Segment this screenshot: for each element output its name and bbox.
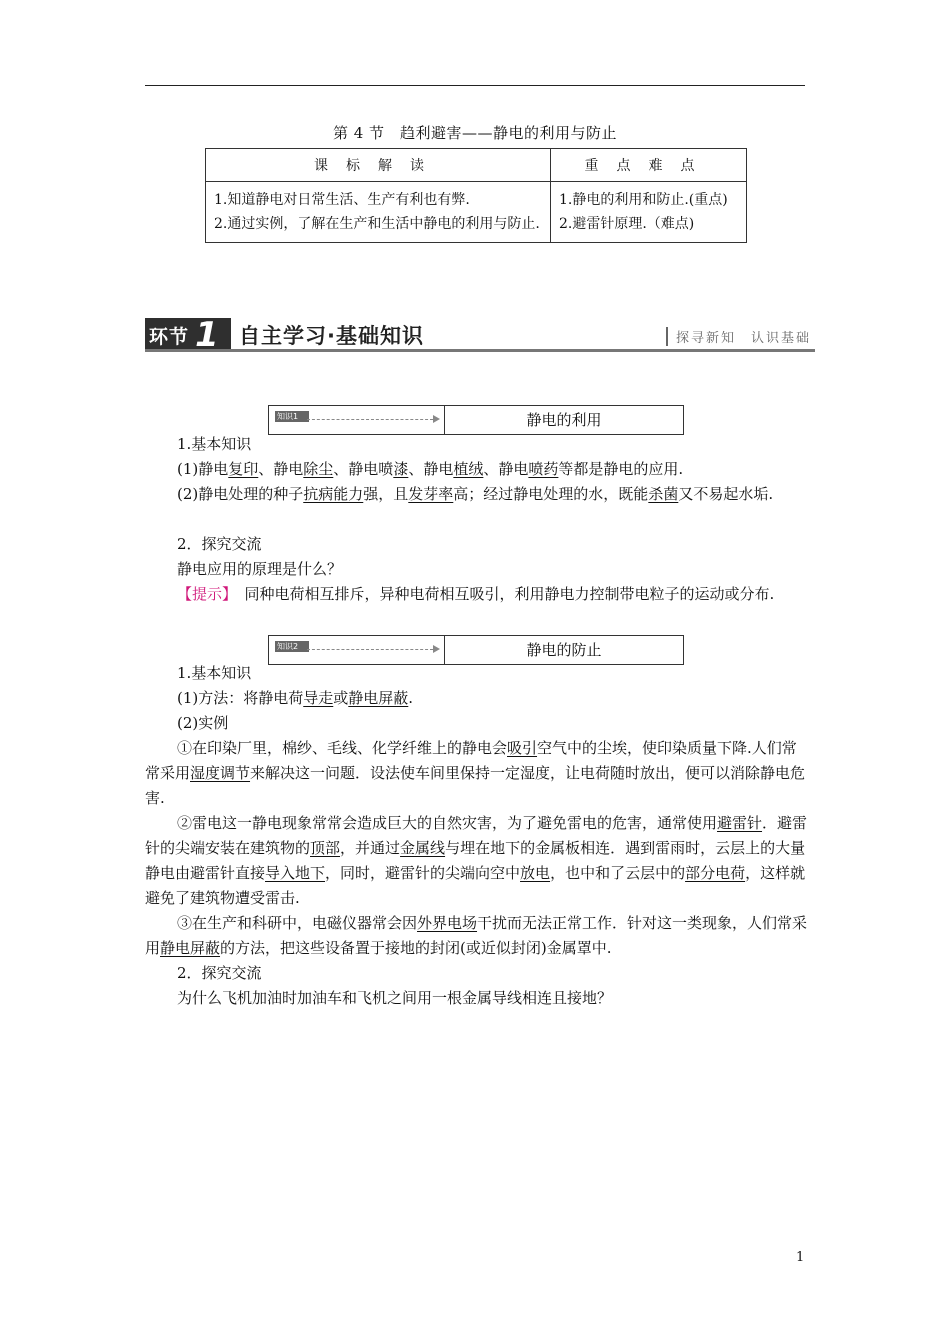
paragraph: (2)静电处理的种子抗病能力强，且发芽率高；经过静电处理的水，既能杀菌又不易起水垢. [177,485,774,503]
arrow-icon [433,645,440,653]
section-title: 自主学习·基础知识 [239,324,424,348]
section-header [145,315,815,355]
arrow-icon [433,415,440,423]
paragraph: ①在印染厂里，棉纱、毛线、化学纤维上的静电会吸引空气中的尘埃，使印染质量下降.人们常常采用湿度调节来解决这一问题．设法使车间里保持一定湿度，让电荷随时放出，便可以消除静电危害. [145,739,806,807]
table-header-keypoints: 重点难点 [551,149,747,182]
examples-heading: (2)实例 [177,714,229,732]
basic-knowledge-heading: 1.基本知识 [177,664,252,682]
knowledge-box-1 [268,405,684,435]
paragraph: ②雷电这一静电现象常常会造成巨大的自然灾害，为了避免雷电的危害，通常使用避雷针．避雷针的尖端安装在建筑物的顶部，并通过金属线与埋在地下的金属板相连．遇到雷雨时，云层上的大量静电由避雷针直接导入地下，同时，避雷针的尖端向空中放电，也中和了云层中的部分电荷，这样就避免了建筑物遭受雷击. [145,814,808,907]
header-rule [145,85,805,86]
page-title: 第 4 节 趋利避害——静电的利用与防止 [332,124,618,142]
question: 为什么飞机加油时加油车和飞机之间用一根金属导线相连且接地？ [177,989,613,1007]
section-badge [145,315,231,355]
dashed-arrow-line [307,419,433,420]
table-cell-keypoints [551,182,747,243]
knowledge-tag: 知识1 [275,411,309,422]
section-subtitle: 探寻新知 认识基础 [666,327,811,346]
paragraph: (1)静电复印、静电除尘、静电喷漆、静电植绒、静电喷药等都是静电的应用. [177,460,684,478]
objective-line: 2.通过实例，了解在生产和生活中静电的利用与防止. [214,216,540,232]
hint-label: 【提示】 [177,585,230,603]
hint-paragraph: 【提示】 同种电荷相互排斥，异种电荷相互吸引，利用静电力控制带电粒子的运动或分布. [177,585,775,603]
knowledge-tag: 知识2 [275,641,309,652]
paragraph: ③在生产和科研中，电磁仪器常会因外界电场干扰而无法正常工作．针对这一类现象，人们常采用静电屏蔽的方法，把这些设备置于接地的封闭(或近似封闭)金属罩中. [145,914,808,957]
dashed-arrow-line [307,649,433,650]
knowledge-title: 静电的利用 [526,411,602,429]
section-rule [145,349,815,352]
section-badge-label: 环节 [149,326,190,348]
table-cell-curriculum [206,182,551,243]
paragraph: (1)方法：将静电荷导走或静电屏蔽. [177,689,414,707]
question: 静电应用的原理是什么？ [177,560,343,578]
knowledge-title: 静电的防止 [526,641,602,659]
section-badge-number: 1 [195,315,219,355]
objectives-table [205,148,747,243]
table-header-curriculum: 课标解读 [206,149,551,182]
explore-heading: 2．探究交流 [177,535,262,553]
keypoint-line: 1.静电的利用和防止.(重点) [559,192,728,208]
basic-knowledge-heading: 1.基本知识 [177,435,252,453]
explore-heading: 2．探究交流 [177,964,262,982]
keypoint-line: 2.避雷针原理.（难点) [559,216,695,232]
objective-line: 1.知道静电对日常生活、生产有利也有弊. [214,192,470,208]
page-number: 1 [796,1250,805,1265]
